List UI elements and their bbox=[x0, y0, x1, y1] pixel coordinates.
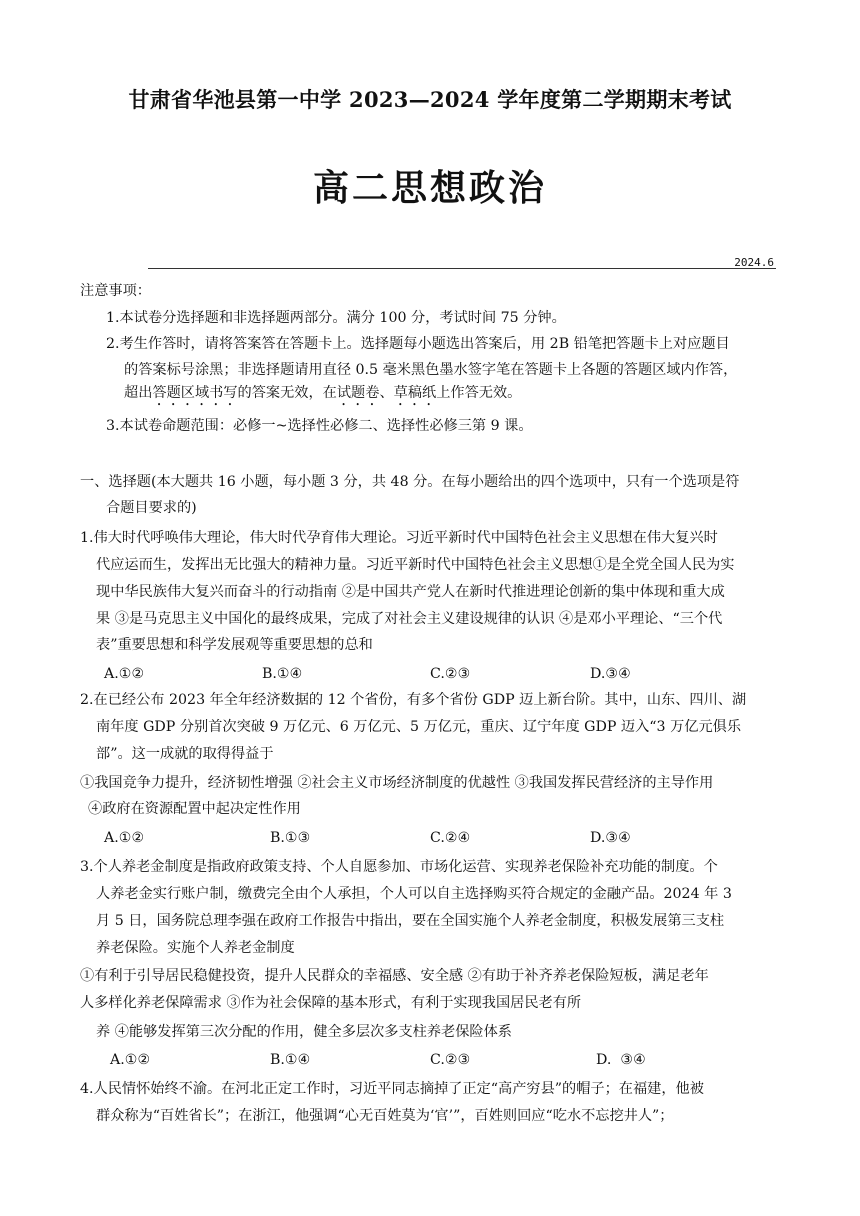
question-1-line-4: 果 ③是马克思主义中国化的最终成果，完成了对社会主义建设规律的认识 ④是邓小平理论、“三个代 bbox=[96, 611, 723, 627]
notice-text: 上作答无效。 bbox=[436, 385, 522, 401]
notice-item-2-line-1: 2.考生作答时，请将答案答在答题卡上。选择题每小题选出答案后，用 2B 铅笔把答题卡上对应题目 bbox=[106, 336, 730, 352]
notice-item-3: 3.本试卷命题范围：必修一~选择性必修二、选择性必修三第 9 课。 bbox=[106, 418, 533, 434]
question-4-line-1: 4.人民情怀始终不渝。在河北正定工作时，习近平同志摘掉了正定“高产穷县”的帽子；在福建，他被 bbox=[80, 1081, 704, 1097]
subject-title: 高二思想政治 bbox=[312, 167, 547, 209]
question-3-line-6: 人多样化养老保障需求 ③作为社会保障的基本形式，有利于实现我国居民老有所 bbox=[80, 995, 582, 1011]
question-3-option-c: C.②③ bbox=[430, 1052, 471, 1068]
emphasized-text: 试题卷 bbox=[336, 385, 380, 401]
question-2-line-2: 南年度 GDP 分别首次突破 9 万亿元、6 万亿元、5 万亿元，重庆、辽宁年度 GDP 迈入“3 万亿元俱乐 bbox=[96, 719, 742, 735]
question-1-option-c: C.②③ bbox=[430, 666, 471, 682]
exam-date: 2024.6 bbox=[734, 256, 774, 269]
question-1-line-3: 现中华民族伟大复兴而奋斗的行动指南 ②是中国共产党人在新时代推进理论创新的集中体现和重大成 bbox=[96, 584, 725, 600]
header-divider bbox=[148, 268, 776, 269]
notice-text: 超出 bbox=[124, 385, 153, 401]
question-1-line-1: 1.伟大时代呼唤伟大理论，伟大时代孕育伟大理论。习近平新时代中国特色社会主义思想在伟大复兴时 bbox=[80, 530, 718, 546]
question-3-line-2: 人养老金实行账户制，缴费完全由个人承担，个人可以自主选择购买符合规定的金融产品。2024 年 3 bbox=[96, 886, 732, 902]
question-2-option-c: C.②④ bbox=[430, 830, 471, 846]
question-1-line-5: 表”重要思想和科学发展观等重要思想的总和 bbox=[96, 637, 373, 653]
section-heading-line-1: 一、选择题(本大题共 16 小题，每小题 3 分，共 48 分。在每小题给出的四个选项中，只有一个选项是符 bbox=[80, 474, 740, 490]
question-2-option-a: A.①② bbox=[104, 830, 145, 846]
question-2-option-b: B.①③ bbox=[270, 830, 311, 846]
emphasized-text: 答题区域书写 bbox=[152, 385, 238, 401]
question-3-option-a: A.①② bbox=[110, 1052, 151, 1068]
notice-item-2-line-2: 的答案标号涂黑；非选择题请用直径 0.5 毫米黑色墨水签字笔在答题卡上各题的答题区域内作答， bbox=[124, 362, 738, 378]
notice-heading: 注意事项： bbox=[80, 283, 151, 299]
question-3-line-4: 养老保险。实施个人养老金制度 bbox=[96, 940, 295, 956]
question-2-line-3: 部”。这一成就的取得得益于 bbox=[96, 746, 274, 762]
section-heading-line-2: 合题目要求的) bbox=[106, 500, 197, 516]
question-3-option-d: D. ③④ bbox=[596, 1052, 646, 1068]
question-2-line-5: ④政府在资源配置中起决定性作用 bbox=[88, 801, 301, 817]
notice-item-1: 1.本试卷分选择题和非选择题两部分。满分 100 分，考试时间 75 分钟。 bbox=[106, 310, 566, 326]
question-3-line-3: 月 5 日，国务院总理李强在政府工作报告中指出，要在全国实施个人养老金制度，积极发展第三支柱 bbox=[96, 913, 725, 929]
question-3-line-1: 3.个人养老金制度是指政府政策支持、个人自愿参加、市场化运营、实现养老保险补充功能的制度。个 bbox=[80, 859, 718, 875]
question-1-option-b: B.①④ bbox=[262, 666, 303, 682]
question-2-line-1: 2.在已经公布 2023 年全年经济数据的 12 个省份，有多个省份 GDP 迈上新台阶。其中，山东、四川、湖 bbox=[80, 692, 747, 708]
question-2-line-4: ①我国竞争力提升，经济韧性增强 ②社会主义市场经济制度的优越性 ③我国发挥民营经济的主导作用 bbox=[80, 775, 714, 791]
question-4-line-2: 群众称为“百姓省长”；在浙江，他强调“心无百姓莫为‘官’”，百姓则回应“吃水不忘挖井人”； bbox=[96, 1108, 674, 1124]
question-3-line-7: 养 ④能够发挥第三次分配的作用，健全多层次多支柱养老保险体系 bbox=[96, 1024, 512, 1040]
school-title: 甘肃省华池县第一中学 2023—2024 学年度第二学期期末考试 bbox=[128, 87, 732, 112]
question-3-line-5: ①有利于引导居民稳健投资，提升人民群众的幸福感、安全感 ②有助于补齐养老保险短板，满足老年 bbox=[80, 968, 709, 984]
question-1-option-d: D.③④ bbox=[590, 666, 631, 682]
question-3-option-b: B.①④ bbox=[270, 1052, 311, 1068]
question-1-option-a: A.①② bbox=[104, 666, 145, 682]
notice-text: 的答案无效，在 bbox=[237, 385, 337, 401]
notice-item-2-line-3 bbox=[124, 383, 521, 409]
question-2-option-d: D.③④ bbox=[590, 830, 631, 846]
notice-text: 、 bbox=[379, 385, 394, 401]
question-1-line-2: 代应运而生，发挥出无比强大的精神力量。习近平新时代中国特色社会主义思想①是全党全国人民为实 bbox=[96, 557, 735, 573]
emphasized-text: 草稿纸 bbox=[393, 385, 437, 401]
